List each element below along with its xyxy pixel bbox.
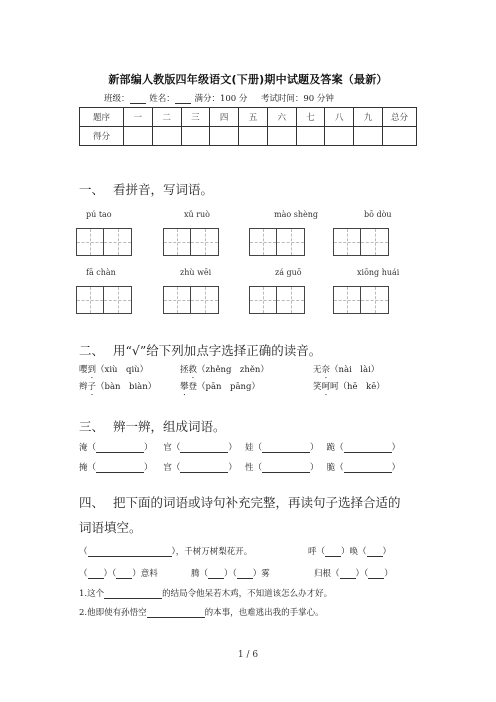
pinyin-label: zá guō	[275, 268, 302, 277]
word-char: 嘤	[79, 365, 88, 375]
reading-options: （hē kē）	[338, 382, 385, 392]
section4-heading-cont: 词语填空。	[79, 520, 142, 535]
word-char: 宫	[163, 463, 172, 473]
pinyin-label: zhù wēi	[180, 268, 212, 277]
word-char: 登	[188, 382, 198, 392]
sentence-fill	[79, 606, 324, 618]
idiom-text: ）意料	[132, 569, 158, 579]
score-head-cell: 六	[267, 108, 296, 127]
poem-blank[interactable]	[88, 548, 172, 557]
score-head-cell: 二	[152, 108, 181, 127]
section-number: 二、	[79, 343, 105, 358]
score-row-label: 得分	[80, 127, 124, 146]
exam-info	[104, 92, 334, 104]
sentence-text: 2.他即使有孙悟空	[79, 608, 147, 618]
class-label: 班级：	[104, 94, 130, 104]
sentence-blank[interactable]	[104, 590, 162, 599]
score-input-cell[interactable]	[152, 127, 181, 146]
score-head-cell: 三	[181, 108, 210, 127]
word-blank[interactable]	[180, 464, 228, 473]
writing-grid[interactable]	[249, 286, 305, 314]
word-char: 拯	[180, 365, 189, 375]
idiom-text: 腾（	[191, 569, 209, 579]
sentence-text: 1.这个	[79, 589, 105, 599]
section-title: 把下面的词语或诗句补充完整，再读句子选择合适的	[113, 495, 401, 510]
idiom-blank[interactable]	[88, 570, 104, 579]
name-label: 姓名：	[149, 94, 175, 104]
dotted-char: 救	[188, 365, 198, 375]
idiom-text: 归根（	[314, 569, 340, 579]
page-number: 1 / 6	[237, 650, 259, 660]
score-table	[79, 107, 417, 146]
word-blank[interactable]	[344, 444, 392, 453]
dotted-char: 到	[87, 365, 97, 375]
idiom-blank[interactable]	[340, 570, 356, 579]
idiom-text: 呼（	[308, 547, 326, 557]
writing-grid[interactable]	[333, 286, 389, 314]
word-char: 官	[163, 443, 172, 453]
score-head-cell: 总分	[383, 108, 417, 127]
score-head-cell: 一	[124, 108, 153, 127]
dotted-char: 呵	[321, 382, 331, 392]
word-char: 跪	[326, 443, 336, 453]
exam-time: 考试时间：90 分钟	[260, 94, 334, 104]
dotted-char: 奈	[321, 365, 331, 375]
section-title: 辨一辨，组成词语。	[113, 419, 226, 434]
idiom-fill: 呼（ ）唤（ ）	[308, 547, 392, 557]
section-number: 一、	[79, 182, 105, 197]
reading-options: （pān pāng）	[197, 382, 260, 392]
writing-grid[interactable]	[333, 228, 389, 256]
full-score: 满分：100 分	[194, 94, 248, 104]
idiom-blank[interactable]	[116, 570, 132, 579]
score-header-row	[80, 108, 417, 127]
word-char: 性	[244, 463, 254, 473]
sentence-blank[interactable]	[147, 609, 205, 618]
word-char: 脆	[326, 463, 336, 473]
reading-item[interactable]	[313, 363, 379, 380]
word-char: 娃	[244, 443, 254, 453]
poem-text: ，千树万树梨花开。	[175, 547, 253, 557]
word-fill-row: 淹（ ） 官（ ） 娃（ ） 跪（ ）	[79, 443, 401, 453]
poem-fill-line: （ ），千树万树梨花开。	[79, 547, 253, 557]
idiom-blank[interactable]	[325, 548, 341, 557]
word-blank[interactable]	[96, 444, 144, 453]
reading-options: （bàn biàn）	[96, 382, 157, 392]
section-title: 用“√”给下列加点字选择正确的读音。	[113, 343, 322, 358]
writing-grid[interactable]	[249, 228, 305, 256]
word-blank[interactable]	[180, 444, 228, 453]
score-value-row	[80, 127, 417, 146]
section-number: 四、	[79, 495, 105, 510]
pinyin-label: mào shèng	[274, 210, 318, 219]
writing-grid[interactable]	[163, 286, 219, 314]
score-input-cell[interactable]	[354, 127, 383, 146]
idiom-fill: 归根（ ）（ ）	[314, 569, 393, 579]
writing-grid[interactable]	[163, 228, 219, 256]
word-char: 笑	[313, 382, 322, 392]
score-head-cell: 五	[239, 108, 268, 127]
section4-heading	[79, 493, 401, 511]
section1-heading	[79, 180, 213, 198]
score-input-cell[interactable]	[267, 127, 296, 146]
word-char: 辫	[79, 382, 88, 392]
section-number: 三、	[79, 419, 105, 434]
word-char: 淹	[79, 443, 88, 453]
score-input-cell[interactable]	[383, 127, 417, 146]
score-head-cell: 九	[354, 108, 383, 127]
score-input-cell[interactable]	[325, 127, 354, 146]
idiom-text: ）雾	[252, 569, 270, 579]
pinyin-label: fā chàn	[86, 268, 116, 277]
reading-item[interactable]	[79, 363, 148, 380]
idiom-fill: （ ）（ ）意料	[79, 569, 158, 579]
sentence-fill	[79, 587, 332, 599]
idiom-blank[interactable]	[368, 570, 384, 579]
pinyin-label: xǔ ruò	[184, 210, 210, 219]
name-blank	[175, 95, 191, 104]
idiom-blank[interactable]	[208, 570, 224, 579]
score-head-cell: 七	[296, 108, 325, 127]
reading-item[interactable]	[79, 380, 156, 397]
word-fill-row: 掩（ ） 宫（ ） 性（ ） 脆（ ）	[79, 463, 401, 473]
pinyin-label: bō dòu	[364, 210, 392, 219]
section3-heading	[79, 417, 226, 435]
sentence-text: 的结局令他呆若木鸡，不知道该怎么办才好。	[162, 589, 333, 599]
pinyin-label: pú tao	[86, 210, 112, 219]
word-blank[interactable]	[262, 464, 310, 473]
score-head-cell: 题序	[80, 108, 124, 127]
dotted-char: 子	[87, 382, 97, 392]
score-head-cell: 四	[210, 108, 239, 127]
score-input-cell[interactable]	[181, 127, 210, 146]
reading-item[interactable]	[180, 380, 260, 397]
reading-item[interactable]	[313, 380, 385, 397]
idiom-blank[interactable]	[367, 548, 383, 557]
idiom-blank[interactable]	[237, 570, 253, 579]
word-char: 呵	[330, 382, 339, 392]
reading-options: （xiù qiù）	[96, 365, 149, 375]
word-blank[interactable]	[262, 444, 310, 453]
pinyin-label: xiōng huái	[357, 268, 400, 277]
score-input-cell[interactable]	[210, 127, 239, 146]
word-blank[interactable]	[96, 464, 144, 473]
score-input-cell[interactable]	[296, 127, 325, 146]
reading-options: （zhěng zhěn）	[197, 365, 269, 375]
document-title: 新部编人教版四年级语文(下册)期中试题及答案（最新）	[108, 73, 388, 86]
idiom-text: ）唤（	[341, 547, 367, 557]
reading-options: （nài lài）	[330, 365, 380, 375]
score-head-cell: 八	[325, 108, 354, 127]
class-blank	[130, 95, 146, 104]
section2-heading	[79, 341, 321, 359]
word-blank[interactable]	[344, 464, 392, 473]
writing-grid[interactable]	[76, 286, 132, 314]
idiom-fill: 腾（ ）（ ）雾	[191, 569, 270, 579]
score-input-cell[interactable]	[239, 127, 268, 146]
dotted-char: 攀	[180, 382, 189, 392]
word-char: 掩	[79, 463, 88, 473]
section-title: 看拼音，写词语。	[113, 182, 214, 197]
sentence-text: 的本事，也难逃出我的手掌心。	[204, 608, 324, 618]
reading-item[interactable]	[180, 363, 269, 380]
score-input-cell[interactable]	[124, 127, 153, 146]
word-char: 无	[313, 365, 322, 375]
writing-grid[interactable]	[76, 228, 132, 256]
